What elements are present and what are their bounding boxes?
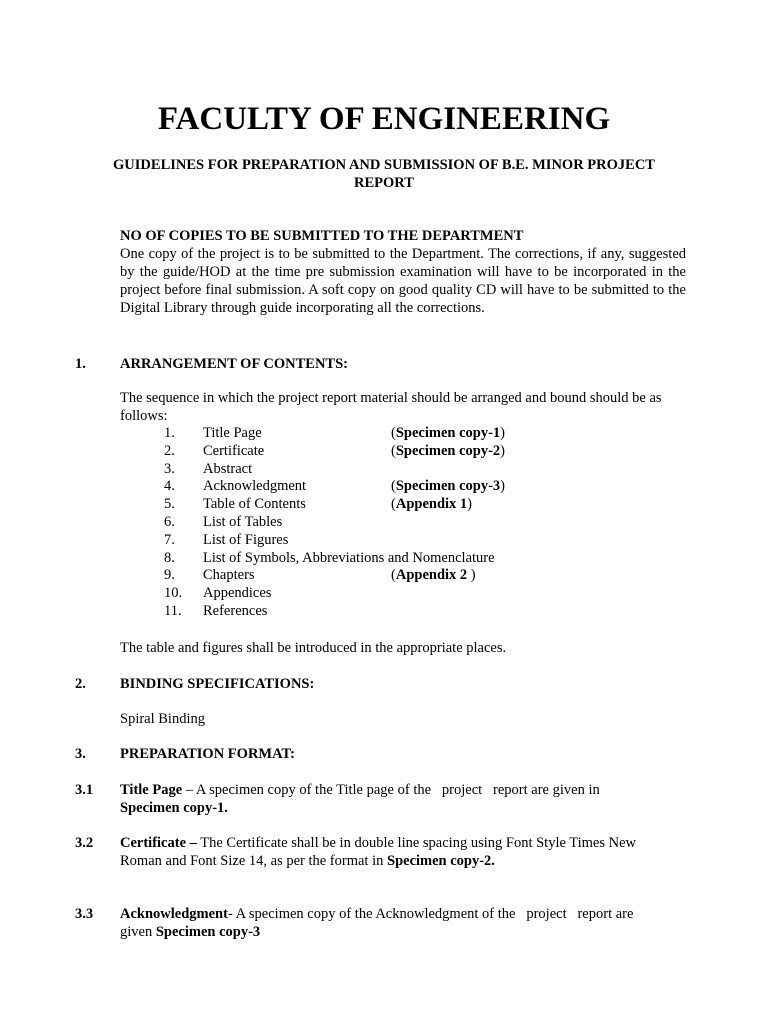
contents-list [164, 424, 664, 620]
section-3-2-ref: Specimen copy-2. [387, 853, 495, 869]
contents-list-item [164, 495, 664, 513]
list-item-number: 11. [164, 602, 182, 619]
list-item-label: Abstract [203, 460, 253, 477]
list-item-ref-label: Appendix 2 [395, 567, 471, 584]
section-3-1-text: – A specimen copy of the Title page of the project report are given in [182, 782, 600, 798]
list-item-label: Certificate [203, 442, 265, 459]
section-1-note: The table and figures shall be introduced in the appropriate places. [120, 640, 507, 656]
list-item-number: 2. [164, 442, 175, 459]
list-item-ref-close: ) [500, 478, 505, 495]
section-3-2-text-2: Roman and Font Size 14, as per the format in [120, 853, 387, 869]
list-item-reference [391, 566, 476, 584]
list-item-number: 6. [164, 513, 175, 530]
section-3-3-lead: Acknowledgment [120, 906, 228, 922]
list-item-ref-label: Appendix 1 [395, 496, 468, 513]
list-item-label: List of Tables [203, 513, 283, 530]
list-item-ref-close: ) [470, 567, 476, 584]
section-3-2-text-1: The Certificate shall be in double line spacing using Font Style Times New [196, 835, 637, 851]
section-1-heading: ARRANGEMENT OF CONTENTS: [120, 356, 348, 372]
list-item-ref-close: ) [467, 496, 473, 513]
list-item-reference [391, 495, 472, 513]
list-item-label: List of Figures [203, 531, 289, 548]
section-3-3-text-2: given [120, 924, 156, 940]
section-3-2-lead: Certificate – [120, 835, 197, 851]
list-item-label: Table of Contents [203, 496, 306, 513]
section-3-1-paragraph [120, 781, 686, 817]
section-3-heading: PREPARATION FORMAT: [120, 746, 295, 762]
list-item-ref-open: ( [391, 442, 396, 459]
list-item-ref-close: ) [500, 442, 505, 459]
section-2-heading: BINDING SPECIFICATIONS: [120, 676, 315, 692]
contents-list-item [164, 584, 664, 602]
list-item-number: 4. [164, 478, 175, 495]
section-3-3-text-1: - A specimen copy of the Acknowledgment of the project report are [227, 906, 634, 922]
section-3-1-ref: Specimen copy-1. [120, 800, 228, 816]
section-3-2-paragraph [120, 834, 686, 870]
list-item-ref-open: ( [391, 567, 396, 584]
section-3-3-number: 3.3 [75, 906, 94, 922]
list-item-reference [391, 424, 505, 442]
section-2-number: 2. [75, 676, 86, 692]
list-item-label: List of Symbols, Abbreviations and Nomenclature [203, 549, 495, 566]
list-item-ref-open: ( [391, 478, 396, 495]
contents-list-item [164, 513, 664, 531]
section-3-1-lead: Title Page [120, 782, 183, 798]
list-item-ref-open: ( [391, 425, 396, 441]
contents-list-item [164, 442, 664, 460]
list-item-number: 8. [164, 549, 175, 566]
contents-list-item [164, 531, 664, 549]
document-title: FACULTY OF ENGINEERING [157, 101, 611, 137]
list-item-number: 3. [164, 460, 175, 477]
section-3-2-number: 3.2 [75, 835, 94, 851]
contents-list-item [164, 602, 664, 620]
list-item-ref-close: ) [500, 425, 505, 441]
list-item-label: Title Page [203, 425, 262, 441]
list-item-ref-open: ( [391, 496, 396, 513]
list-item-label: Appendices [203, 585, 272, 602]
list-item-number: 10. [164, 585, 183, 602]
list-item-reference [391, 477, 505, 495]
list-item-number: 1. [164, 425, 175, 441]
list-item-reference [391, 442, 505, 460]
section-2-body: Spiral Binding [120, 711, 205, 727]
contents-list-item [164, 460, 664, 478]
section-3-number: 3. [75, 746, 86, 762]
list-item-ref-label: Specimen copy-1 [395, 425, 501, 441]
document-subtitle: GUIDELINES FOR PREPARATION AND SUBMISSION OF B.E. MINOR PROJECT REPORT [113, 157, 655, 191]
list-item-number: 9. [164, 567, 175, 584]
list-item-ref-label: Specimen copy-3 [395, 478, 501, 495]
section-1-number: 1. [75, 356, 86, 372]
list-item-label: References [203, 602, 268, 619]
list-item-label: Chapters [203, 567, 255, 584]
section-3-3-paragraph [120, 905, 686, 941]
section-1-intro: The sequence in which the project report material should be arranged and bound should be as follows: [120, 390, 662, 424]
list-item-number: 7. [164, 531, 175, 548]
contents-list-item [164, 549, 664, 567]
copies-heading: NO OF COPIES TO BE SUBMITTED TO THE DEPARTMENT [120, 228, 524, 244]
section-3-1-number: 3.1 [75, 782, 94, 798]
contents-list-item [164, 424, 664, 442]
contents-list-item [164, 477, 664, 495]
copies-paragraph: One copy of the project is to be submitted to the Department. The corrections, if any, suggested by the guide/HOD at the time pre submission examination will have to be incorporated in the project before final submission. A soft copy on good quality CD will have to be submitted to the Digital Library through guide incorporating all the corrections. [120, 246, 686, 316]
list-item-ref-label: Specimen copy-2 [395, 442, 501, 459]
list-item-label: Acknowledgment [203, 478, 307, 495]
list-item-number: 5. [164, 496, 175, 513]
section-3-3-ref: Specimen copy-3 [155, 924, 261, 940]
contents-list-item [164, 566, 664, 584]
